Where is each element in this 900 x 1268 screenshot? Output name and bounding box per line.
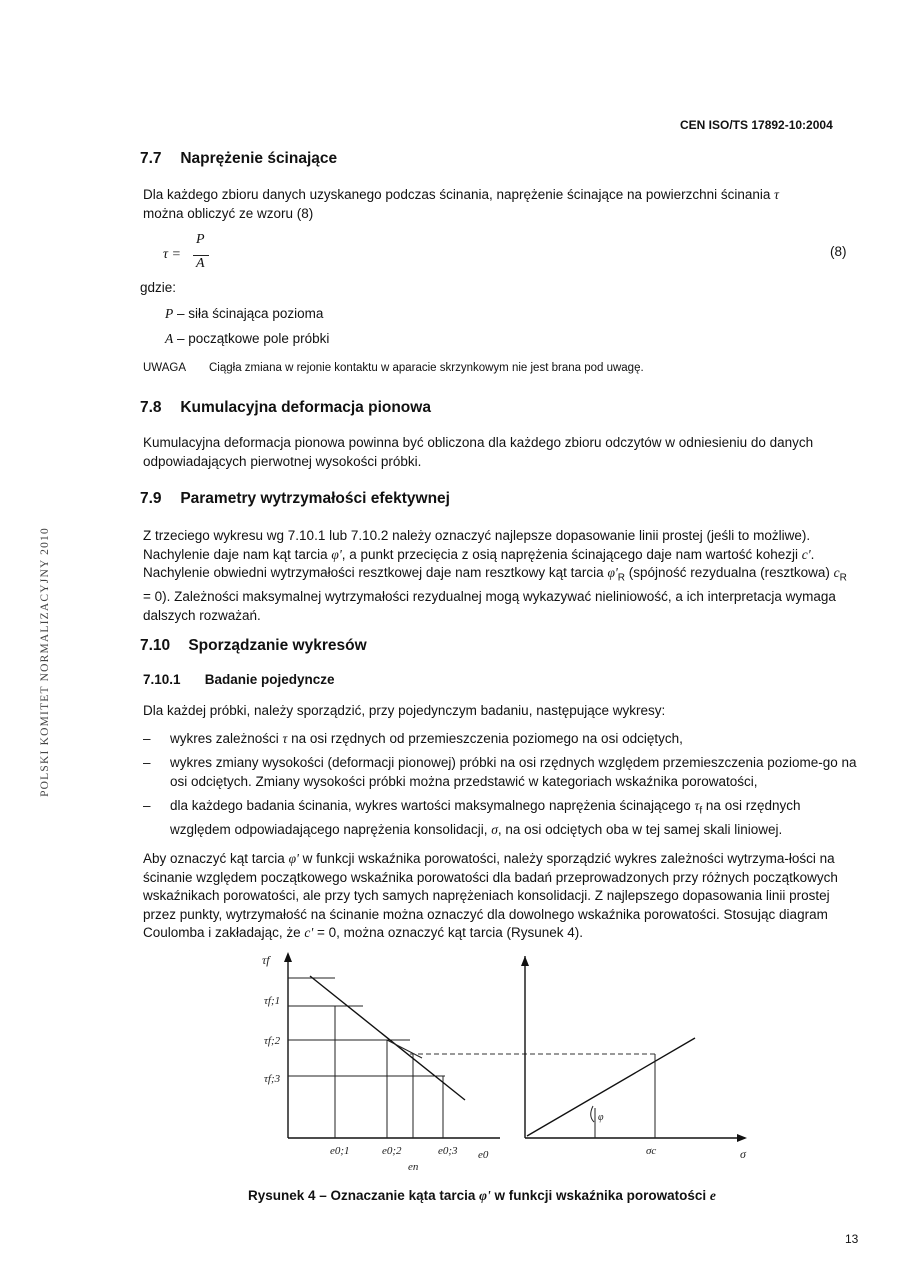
intro-text-2: można obliczyć ze wzoru (8) [143, 205, 314, 221]
section-7-10-paragraph [143, 850, 858, 943]
note [143, 362, 644, 374]
tau-f1-label: τf;1 [264, 995, 281, 1007]
helper-line [387, 1040, 422, 1058]
text-run: , a punkt przecięcia z osią naprężenia ścinającego daje nam wartość kohezji [341, 546, 802, 562]
formula-number: (8) [830, 244, 847, 259]
subsection-intro [143, 702, 858, 721]
text-run: = 0, można oznaczyć kąt tarcia (Rysunek 4). [313, 925, 583, 940]
subscript-r: R [617, 572, 626, 584]
paragraph: Dla każdej próbki, należy sporządzić, przy pojedynczym badaniu, następujące wykresy: [143, 703, 666, 718]
bullet-dash: – [143, 755, 151, 770]
side-watermark [35, 492, 55, 832]
def-text: – początkowe pole próbki [177, 331, 330, 346]
c-r-symbol: c [833, 565, 840, 580]
section-title: Sporządzanie wykresów [188, 637, 367, 654]
caption-text: Rysunek 4 – Oznaczanie kąta tarcia [248, 1188, 480, 1203]
definition-P [165, 305, 323, 324]
section-number: 7.8 [140, 399, 162, 416]
section-title: Kumulacyjna deformacja pionowa [180, 399, 431, 416]
bullet-dash: – [143, 798, 151, 813]
text-run: na osi rzędnych względem odpowiadającego naprężenia konsolidacji, [170, 798, 801, 838]
figure-caption [248, 1188, 716, 1204]
text-run: dla każdego badania ścinania, wykres wartości maksymalnego naprężenia ścinającego [170, 798, 695, 813]
right-x-arrow [737, 1134, 747, 1142]
text-run: w funkcji wskaźnika porowatości, należy sporządzić wykres zależności wytrzyma-łości na ścinanie względem początkowego wskaźnika porowatości dla badań przeprowadzonych przy różnych początkowych wskaźnikach porowatości, ale przy tych samych naprężeniach konsolidacji. Z najlepszego dopasowania linii prostej przez punkty, wytrzymałość na ścinanie można oznaczyć dla dowolnego wskaźnika porowatości. Stosując diagram Coulomba i zakładając, że [143, 851, 838, 940]
tau-symbol: τ [774, 187, 779, 202]
phi-symbol: φ' [479, 1188, 491, 1203]
c-symbol: c' [304, 925, 314, 940]
text-run: Z trzeciego wykresu wg 7.10.1 lub 7.10.2 należy oznaczyć najlepsze dopasowanie linii prostej (jeśli to możliwe). Nachylenie daje nam kąt tarcia [143, 528, 811, 562]
standard-header: CEN ISO/TS 17892-10:2004 [680, 118, 833, 132]
caption-text: w funkcji wskaźnika porowatości [490, 1188, 710, 1203]
text-run: , na osi odciętych oba w tej samej skali liniowej. [497, 822, 783, 838]
en-label: en [408, 1161, 419, 1173]
figure-4-diagram [250, 948, 770, 1178]
paragraph: Kumulacyjna deformacja pionowa powinna być obliczona dla każdego zbioru odczytów w odniesieniu do danych odpowiadających pierwotnej wysokości próbki. [143, 435, 814, 469]
definition-A [165, 330, 329, 349]
text-run: = 0). Zależności maksymalnej wytrzymałości rezydualnej mogą wykazywać nieliniowość, a ich interpretacja wymaga dalszych rozważań. [143, 589, 836, 623]
coulomb-line [527, 1038, 695, 1136]
list-item-3 [143, 797, 858, 840]
text-run: wykres zależności [170, 731, 283, 746]
tau-f2-label: τf;2 [264, 1035, 281, 1047]
formula-lhs: τ = [163, 247, 181, 262]
tau-f3-label: τf;3 [264, 1073, 281, 1085]
section-7-7-title [140, 150, 337, 168]
intro-text: Dla każdego zbioru danych uzyskanego podczas ścinania, naprężenie ścinające na powierzchni ścinania [143, 187, 775, 202]
section-title: Naprężenie ścinające [180, 150, 338, 167]
note-label: UWAGA [143, 362, 187, 374]
page-number: 13 [845, 1232, 859, 1246]
section-7-8-title [140, 399, 431, 417]
sigma-c-label: σc [646, 1145, 657, 1157]
section-7-7-intro [143, 186, 858, 223]
e02-label: e0;2 [382, 1145, 402, 1157]
section-7-8-text [143, 434, 858, 471]
section-title: Parametry wytrzymałości efektywnej [180, 490, 450, 507]
formula-8 [163, 234, 223, 278]
angle-label: φ [598, 1112, 604, 1123]
section-number: 7.10 [140, 637, 171, 654]
tau-symbol: τ [282, 731, 288, 746]
e03-label: e0;3 [438, 1145, 458, 1157]
section-number: 7.9 [140, 490, 162, 507]
watermark-text: POLSKI KOMITET NORMALIZACYJNY 2010 [39, 527, 51, 797]
note-text: Ciągła zmiana w rejonie kontaktu w aparacie skrzynkowym nie jest brana pod uwagę. [209, 362, 644, 374]
formula-numerator: P [196, 232, 205, 247]
left-y-arrow [284, 952, 292, 962]
section-7-9-title [140, 490, 450, 508]
e-symbol: e [709, 1188, 716, 1203]
subsection-number: 7.10.1 [143, 672, 181, 687]
where-label: gdzie: [140, 280, 177, 295]
c-symbol: c' [801, 546, 811, 562]
list-text: wykres zmiany wysokości (deformacji pionowej) próbki na osi rzędnych względem przemieszczenia poziome-go na osi odciętych. Zmiany wysokości próbki można przedstawić w kategoriach wskaźnika porowatości, [170, 755, 857, 789]
subscript-f: f [699, 805, 703, 817]
right-y-arrow [521, 956, 529, 966]
list-item-2 [143, 754, 858, 791]
text-run: . Nachylenie obwiedni wytrzymałości resztkowej daje nam resztkowy kąt tarcia [143, 546, 815, 580]
list-item-1 [143, 730, 858, 749]
sigma-axis-label: σ [740, 1147, 746, 1161]
text-run: na osi rzędnych od przemieszczenia poziomego na osi odciętych, [287, 731, 683, 746]
def-text: – siła ścinająca pozioma [177, 306, 324, 321]
e01-label: e0;1 [330, 1145, 350, 1157]
y-axis-label: τf [262, 953, 270, 967]
subsection-title: Badanie pojedyncze [204, 672, 335, 687]
subscript-r: R [839, 572, 847, 584]
section-7-9-text [143, 527, 858, 625]
text-run: (spójność rezydualna (resztkowa) [625, 565, 834, 580]
angle-arc [591, 1106, 594, 1122]
bullet-dash: – [143, 731, 151, 746]
section-7-10-title [140, 637, 367, 655]
text-run: Aby oznaczyć kąt tarcia [143, 851, 289, 866]
formula-denominator: A [196, 256, 205, 271]
def-symbol: A [165, 331, 174, 346]
subsection-7-10-1-title [143, 672, 335, 687]
e0-axis-label: e0 [478, 1149, 489, 1161]
phi-r-symbol: φ' [607, 565, 618, 580]
sigma-symbol: σ [491, 822, 498, 838]
phi-symbol: φ' [288, 851, 299, 866]
phi-symbol: φ' [331, 546, 342, 562]
tau-symbol: τ [694, 798, 700, 813]
def-symbol: P [165, 306, 174, 321]
section-number: 7.7 [140, 150, 162, 167]
